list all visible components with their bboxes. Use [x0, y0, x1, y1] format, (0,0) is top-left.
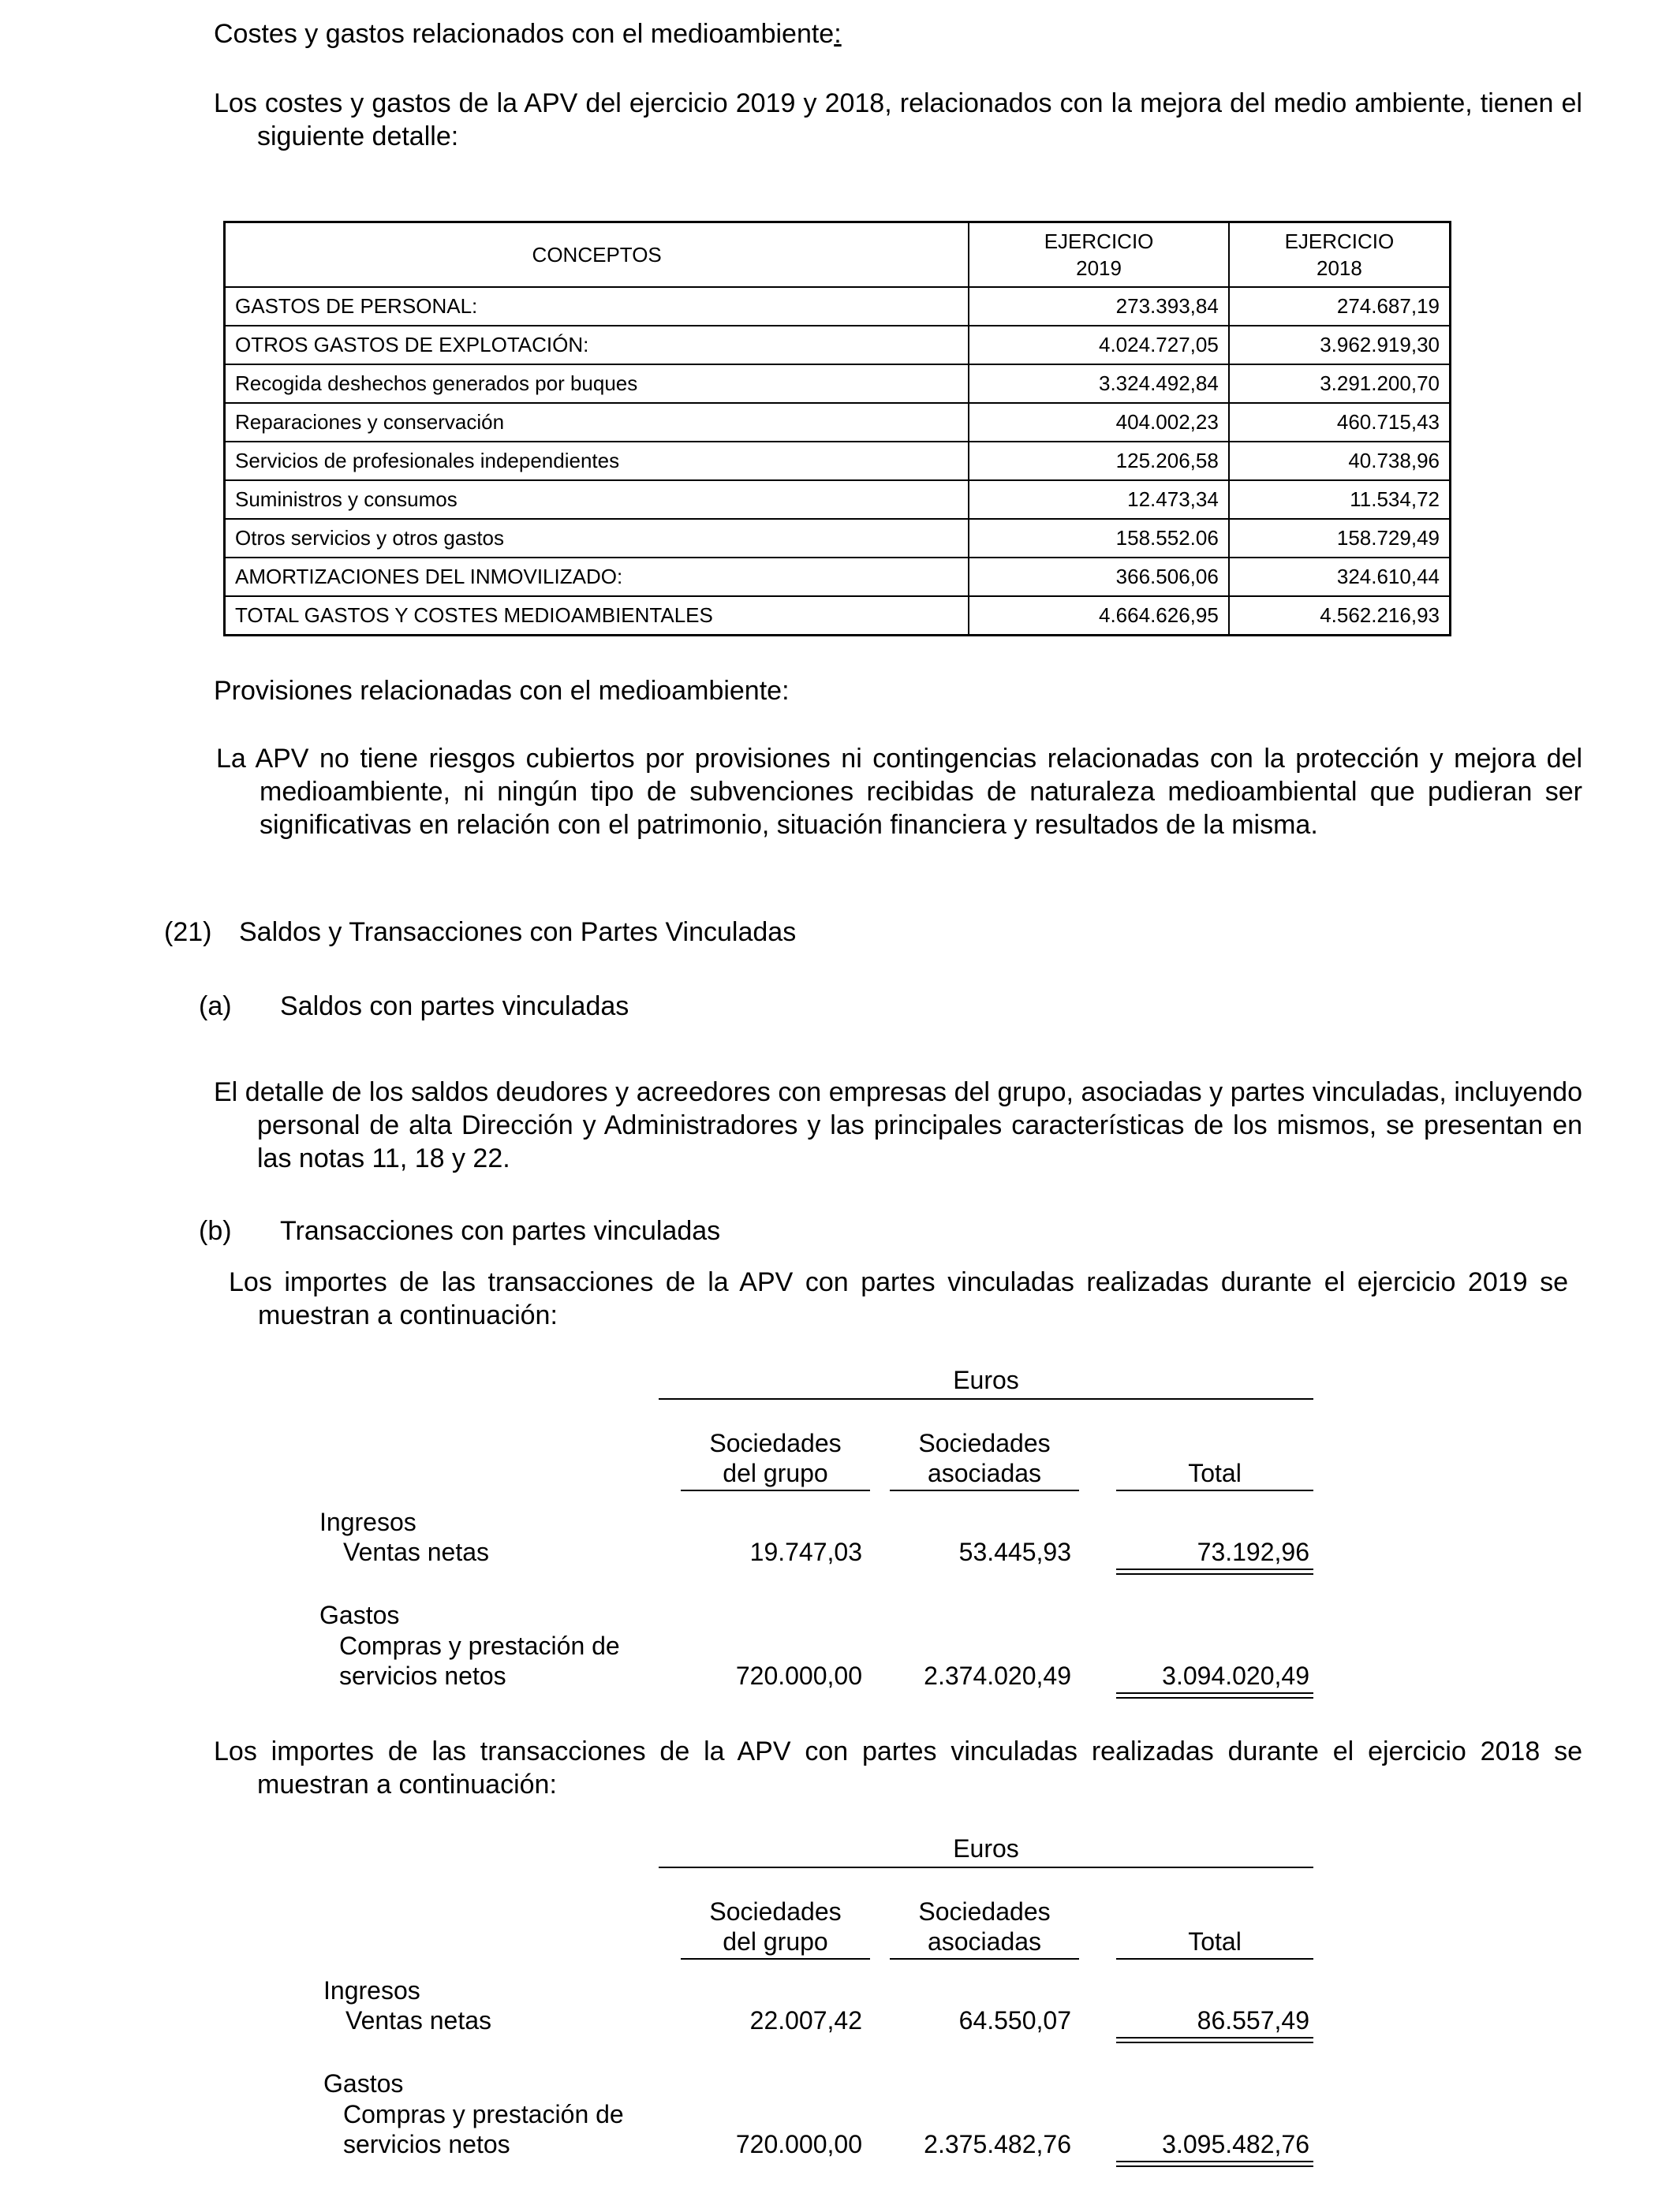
col-total-rule	[1116, 1490, 1313, 1491]
sales-total-value: 86.557,49	[1197, 2006, 1309, 2035]
col-group-header: Sociedades del grupo	[709, 1429, 842, 1487]
col-total-rule	[1116, 1958, 1313, 1960]
row-concept: AMORTIZACIONES DEL INMOVILIZADO:	[225, 558, 969, 596]
row-concept: Suministros y consumos	[225, 480, 969, 519]
table-row	[225, 519, 1451, 558]
row-value-2018: 158.729,49	[1229, 519, 1451, 558]
row-concept: OTROS GASTOS DE EXPLOTACIÓN:	[225, 326, 969, 364]
subsection-b-title: Transacciones con partes vinculadas	[280, 1216, 721, 1246]
col-associates-header: Sociedades asociadas	[918, 1429, 1051, 1487]
row-value-2018: 40.738,96	[1229, 442, 1451, 480]
expenses-label: Gastos	[323, 2069, 404, 2098]
row-value-2019: 4.664.626,95	[969, 596, 1228, 636]
expenses-label: Gastos	[319, 1601, 400, 1629]
table-row	[225, 364, 1451, 403]
row-concept: GASTOS DE PERSONAL:	[225, 287, 969, 326]
sales-label: Ventas netas	[345, 2006, 492, 2035]
total-double-rule	[1116, 2037, 1313, 2043]
row-concept: Reparaciones y conservación	[225, 403, 969, 442]
row-value-2019: 273.393,84	[969, 287, 1228, 326]
col-associates-rule	[890, 1958, 1079, 1960]
row-value-2018: 274.687,19	[1229, 287, 1451, 326]
total-double-rule	[1116, 2161, 1313, 2167]
col-total-header: Total	[1188, 1459, 1242, 1487]
purchases-label: Compras y prestación de servicios netos	[343, 2100, 624, 2158]
provisions-text: La APV no tiene riesgos cubiertos por provisiones ni contingencias relacionadas con la protección y mejora del medioambiente, ni ningún tipo de subvenciones recibidas de naturaleza medioambiental que pudieran ser significativas en relación con el patrimonio, situación financiera y resultados de la misma.	[216, 744, 1582, 840]
col-2018-header: EJERCICIO 2018	[1229, 222, 1451, 288]
related-party-table-2019	[0, 1365, 1677, 1744]
purchases-group-value: 720.000,00	[735, 2130, 862, 2158]
row-value-2018: 460.715,43	[1229, 403, 1451, 442]
table-header-row	[225, 222, 1451, 288]
env-heading: Costes y gastos relacionados con el medioambiente:	[214, 19, 842, 49]
row-value-2018: 3.962.919,30	[1229, 326, 1451, 364]
row-value-2019: 125.206,58	[969, 442, 1228, 480]
header-rule	[659, 1867, 1313, 1868]
row-value-2019: 366.506,06	[969, 558, 1228, 596]
sales-group-value: 19.747,03	[749, 1538, 862, 1566]
section-title: Saldos y Transacciones con Partes Vinculadas	[239, 917, 797, 947]
income-label: Ingresos	[323, 1976, 420, 2005]
rp2018-intro: Los importes de las transacciones de la APV con partes vinculadas realizadas durante el ejercicio 2018 se muestran a continuación:	[214, 1736, 1582, 1800]
sales-associates-value: 64.550,07	[958, 2006, 1071, 2035]
sales-associates-value: 53.445,93	[958, 1538, 1071, 1566]
currency-label: Euros	[953, 1834, 1019, 1863]
row-value-2019: 12.473,34	[969, 480, 1228, 519]
col-group-rule	[681, 1958, 870, 1960]
provisions-heading: Provisiones relacionadas con el medioambiente:	[214, 676, 790, 706]
table-row	[225, 480, 1451, 519]
subsection-b-letter: (b)	[199, 1216, 232, 1246]
row-value-2019: 3.324.492,84	[969, 364, 1228, 403]
section-number: (21)	[164, 917, 212, 947]
row-value-2019: 158.552.06	[969, 519, 1228, 558]
col-total-header: Total	[1188, 1927, 1242, 1956]
purchases-label: Compras y prestación de servicios netos	[339, 1632, 620, 1690]
row-value-2018: 11.534,72	[1229, 480, 1451, 519]
sales-total-value: 73.192,96	[1197, 1538, 1309, 1566]
row-value-2019: 4.024.727,05	[969, 326, 1228, 364]
row-value-2018: 3.291.200,70	[1229, 364, 1451, 403]
row-concept: Otros servicios y otros gastos	[225, 519, 969, 558]
table-row	[225, 558, 1451, 596]
col-group-header: Sociedades del grupo	[709, 1897, 842, 1956]
row-value-2018: 4.562.216,93	[1229, 596, 1451, 636]
col-concepts-header: CONCEPTOS	[225, 222, 969, 288]
sales-group-value: 22.007,42	[749, 2006, 862, 2035]
env-costs-table	[223, 221, 1451, 636]
income-label: Ingresos	[319, 1508, 416, 1536]
currency-label: Euros	[953, 1366, 1019, 1394]
total-double-rule	[1116, 1569, 1313, 1575]
col-associates-header: Sociedades asociadas	[918, 1897, 1051, 1956]
col-2019-header: EJERCICIO 2019	[969, 222, 1228, 288]
header-rule	[659, 1398, 1313, 1400]
subsection-a-text: El detalle de los saldos deudores y acreedores con empresas del grupo, asociadas y partes vinculadas, incluyendo personal de alta Dirección y Administradores y las principales características de los mismos, se presentan en las notas 11, 18 y 22.	[214, 1077, 1582, 1173]
row-value-2018: 324.610,44	[1229, 558, 1451, 596]
table-total-row	[225, 596, 1451, 636]
table-row	[225, 287, 1451, 326]
total-double-rule	[1116, 1692, 1313, 1699]
table-row	[225, 403, 1451, 442]
col-associates-rule	[890, 1490, 1079, 1491]
sales-label: Ventas netas	[343, 1538, 490, 1566]
purchases-associates-value: 2.375.482,76	[924, 2130, 1071, 2158]
table-row	[225, 442, 1451, 480]
row-concept: Recogida deshechos generados por buques	[225, 364, 969, 403]
subsection-a-letter: (a)	[199, 991, 232, 1021]
table-row	[225, 326, 1451, 364]
purchases-total-value: 3.095.482,76	[1162, 2130, 1309, 2158]
purchases-group-value: 720.000,00	[735, 1662, 862, 1690]
purchases-associates-value: 2.374.020,49	[924, 1662, 1071, 1690]
rp2019-intro: Los importes de las transacciones de la APV con partes vinculadas realizadas durante el ejercicio 2019 se muestran a continuación:	[229, 1267, 1568, 1330]
col-group-rule	[681, 1490, 870, 1491]
related-party-table-2018	[0, 1833, 1677, 2212]
subsection-a-title: Saldos con partes vinculadas	[280, 991, 629, 1021]
row-concept: Servicios de profesionales independientes	[225, 442, 969, 480]
env-intro: Los costes y gastos de la APV del ejercicio 2019 y 2018, relacionados con la mejora del medio ambiente, tienen el siguiente detalle:	[214, 88, 1582, 151]
row-concept: TOTAL GASTOS Y COSTES MEDIOAMBIENTALES	[225, 596, 969, 636]
row-value-2019: 404.002,23	[969, 403, 1228, 442]
purchases-total-value: 3.094.020,49	[1162, 1662, 1309, 1690]
